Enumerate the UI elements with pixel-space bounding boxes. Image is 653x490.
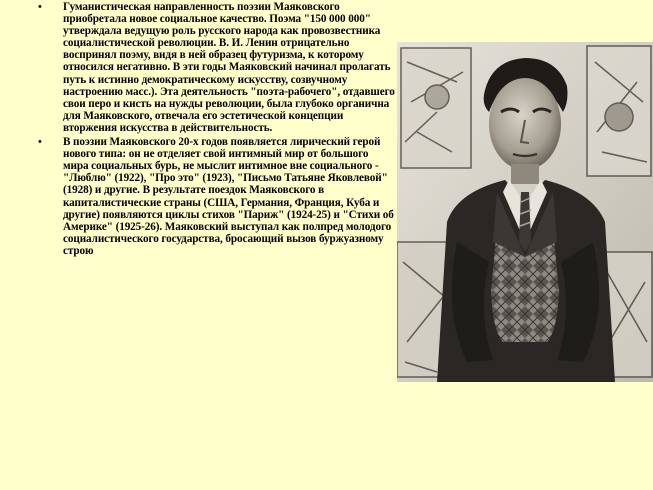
bullet-paragraph-2: [38, 136, 396, 257]
portrait-photo: [397, 42, 653, 382]
bullet-icon: •: [38, 1, 42, 13]
paragraph-text-1: Гуманистическая направленность поэзии Маяковского приобретала новое социальное качество. Поэма "150 000 000" утверждала ведущую роль русского народа как провозвестника социалистической революции. В. И. Ленин отрицательно воспринял поэму, видя в ней образец футуризма, к которому относился негативно. В эти годы Маяковский начинал пролагать путь к истинно демократическому искусству, созвучному настроению масс.). Эта деятельность "поэта-рабочего", отдавшего свои перо и кисть на нужды революции, была глубоко органична для Маяковского, отвечала его эстетической концепции вторжения искусства в действительность.: [63, 1, 395, 134]
bullet-icon: •: [38, 136, 42, 149]
portrait-illustration: [397, 42, 653, 382]
paragraph-text-2: В поэзии Маяковского 20-х годов появляется лирический герой нового типа: он не отделяет свой интимный мир от большого мира социальных бурь, не мыслит интимное вне социального - "Люблю" (1922), "Про это" (1923), "Письмо Татьяне Яковлевой" (1928) и другие. В результате поездок Маяковского в капиталистические страны (США, Германия, Франция, Куба и другие) появляются циклы стихов "Париж" (1924-25) и "Стихи об Америке" (1925-26). Маяковский выступал как полпред молодого социалистического государства, бросающий вызов буржуазному строю: [63, 136, 394, 257]
bullet-paragraph-1: [38, 1, 396, 134]
text-block: [38, 1, 396, 259]
